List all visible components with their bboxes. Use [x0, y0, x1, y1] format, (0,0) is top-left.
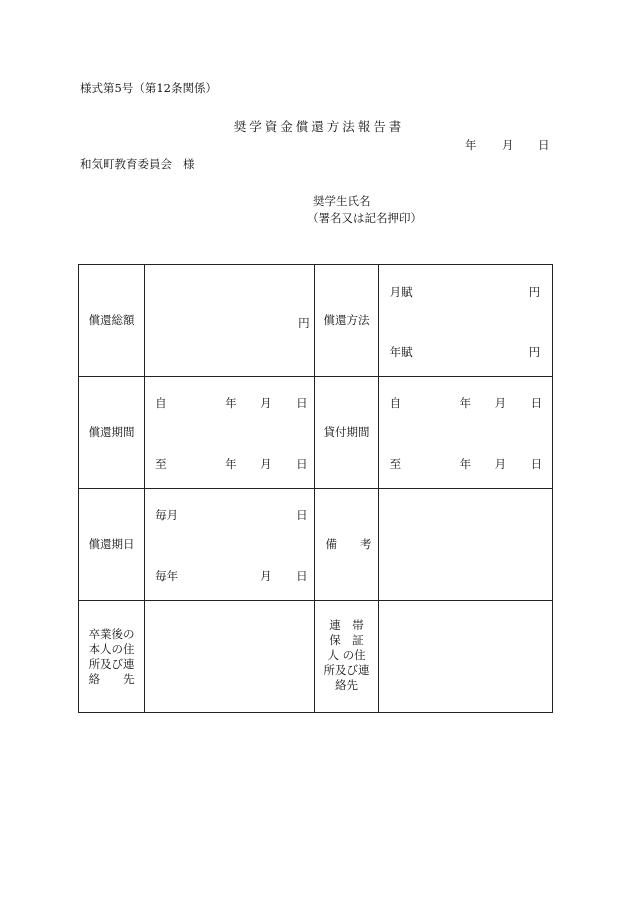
repayment-method-label-cell — [315, 265, 378, 377]
guarantor-label-cell — [315, 601, 378, 713]
loan-period-field[interactable] — [378, 377, 552, 489]
guarantor-line: 人 の住 — [327, 648, 366, 662]
signature-note: （署名又は記名押印） — [307, 211, 422, 225]
table-row — [79, 489, 553, 601]
loan-from-day-unit: 日 — [530, 396, 543, 410]
remarks-label: 備 考 — [325, 537, 372, 551]
every-year-label: 毎年 — [155, 569, 179, 583]
table-row — [79, 601, 553, 713]
repayment-period-field[interactable] — [145, 377, 315, 489]
from-day-unit: 日 — [296, 396, 308, 410]
repayment-form-table — [78, 264, 553, 713]
table-row — [79, 377, 553, 489]
guarantor-line: 保 証 — [329, 633, 364, 647]
from-month-unit: 月 — [260, 396, 272, 410]
loan-to-label: 至 — [389, 457, 402, 471]
repayment-total-label-cell — [79, 265, 145, 377]
to-day-unit: 日 — [296, 457, 308, 471]
student-name-label: 奨学生氏名 — [313, 194, 371, 208]
loan-from-label: 自 — [389, 396, 402, 410]
loan-to-day-unit: 日 — [530, 457, 543, 471]
repayment-period-label-cell — [79, 377, 145, 489]
every-year-month-unit: 月 — [260, 569, 272, 583]
loan-to-year-unit: 年 — [459, 457, 472, 471]
monthly-label: 月賦 — [389, 285, 413, 299]
guarantor-label — [315, 601, 377, 712]
every-month-day-unit: 日 — [296, 508, 308, 522]
to-label: 至 — [155, 457, 167, 471]
repayment-method-field[interactable] — [378, 265, 552, 377]
loan-from-year-unit: 年 — [459, 396, 472, 410]
repayment-total-field[interactable] — [145, 265, 315, 377]
repayment-date-label-cell — [79, 489, 145, 601]
repayment-date-label: 償還期日 — [88, 537, 135, 551]
graduate-contact-field[interactable] — [145, 601, 315, 713]
graduate-contact-label-cell — [79, 601, 145, 713]
guarantor-line: 連 帯 — [329, 618, 364, 632]
table-row — [79, 265, 553, 377]
annual-yen-unit: 円 — [528, 345, 541, 359]
guarantor-line: 絡先 — [335, 678, 359, 692]
guarantor-line: 所及び連 — [323, 663, 370, 677]
guarantor-contact-field[interactable] — [378, 601, 552, 713]
to-month-unit: 月 — [260, 457, 272, 471]
every-year-day-unit: 日 — [296, 569, 308, 583]
date-year-label: 年 — [465, 138, 477, 152]
addressee: 和気町教育委員会 — [80, 157, 172, 171]
annual-label: 年賦 — [389, 345, 413, 359]
graduate-contact-line: 所及び連 — [88, 657, 135, 671]
date-day-label: 日 — [538, 138, 550, 152]
document-title: 奨学資金償還方法報告書 — [233, 119, 405, 134]
loan-period-label: 貸付期間 — [323, 425, 370, 439]
from-year-unit: 年 — [225, 396, 237, 410]
loan-to-month-unit: 月 — [494, 457, 507, 471]
repayment-period-label: 償還期間 — [88, 425, 135, 439]
repayment-method-label: 償還方法 — [323, 313, 370, 327]
addressee-suffix: 様 — [183, 157, 195, 171]
every-month-label: 毎月 — [155, 508, 179, 522]
from-label: 自 — [155, 396, 167, 410]
loan-period-label-cell — [315, 377, 378, 489]
repayment-total-label: 償還総額 — [88, 313, 135, 327]
graduate-contact-line: 本人の住 — [88, 642, 135, 656]
graduate-contact-line: 絡 先 — [88, 672, 135, 686]
repayment-date-field[interactable] — [145, 489, 315, 601]
remarks-field[interactable] — [378, 489, 552, 601]
graduate-contact-line: 卒業後の — [88, 627, 135, 641]
yen-unit: 円 — [298, 316, 310, 330]
to-year-unit: 年 — [225, 457, 237, 471]
loan-from-month-unit: 月 — [494, 396, 507, 410]
remarks-label-cell — [315, 489, 378, 601]
date-month-label: 月 — [502, 138, 514, 152]
graduate-contact-label — [79, 601, 144, 712]
monthly-yen-unit: 円 — [528, 285, 541, 299]
form-number: 様式第5号（第12条関係） — [80, 81, 217, 95]
